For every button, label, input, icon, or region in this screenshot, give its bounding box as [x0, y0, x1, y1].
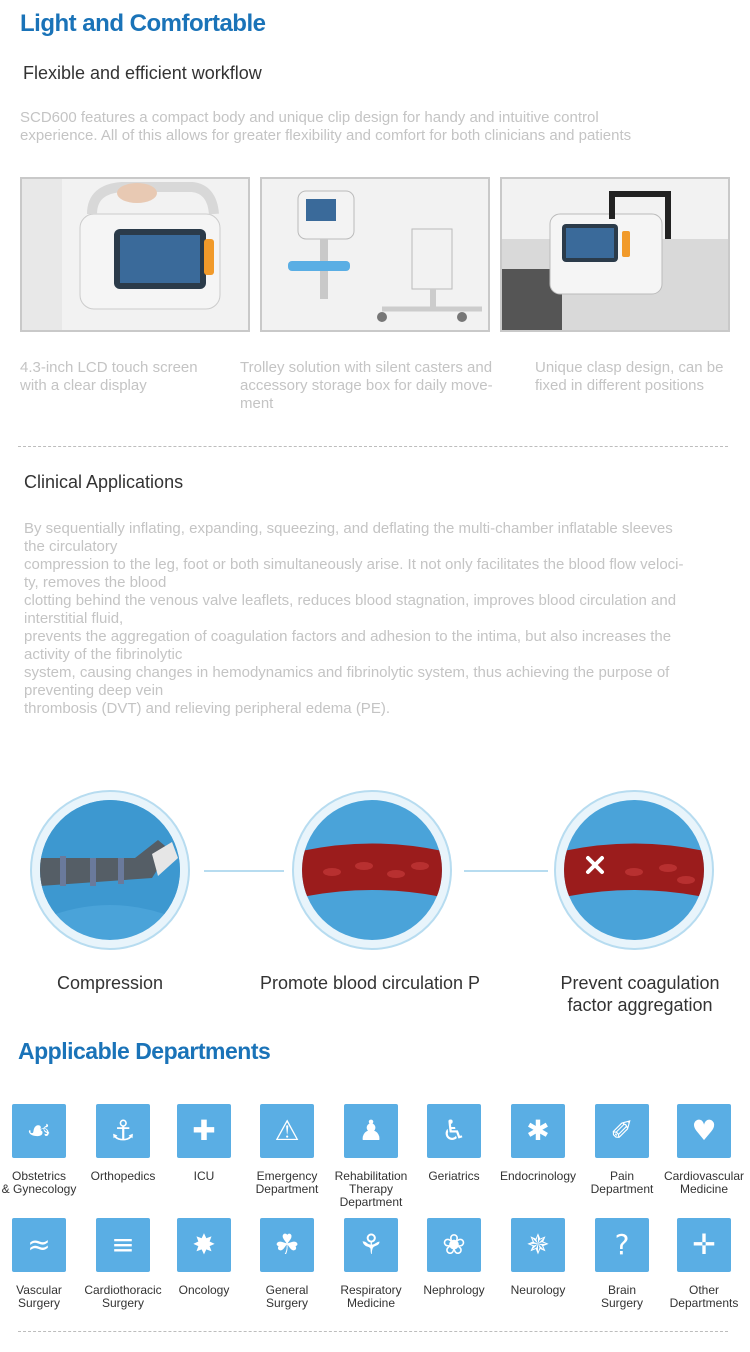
- hospital-bed-icon: ✚: [177, 1104, 231, 1158]
- department-item: [329, 1104, 413, 1209]
- department-item: [81, 1104, 165, 1183]
- section-subtitle: Flexible and efficient workflow: [23, 63, 262, 83]
- department-label: Respiratory Medicine: [340, 1283, 402, 1310]
- department-item: [0, 1104, 81, 1196]
- department-item: [496, 1218, 580, 1297]
- department-label: Other Departments: [669, 1283, 739, 1310]
- feature-caption: Unique clasp design, can be fixed in different positions: [535, 359, 724, 394]
- department-item: [412, 1218, 496, 1297]
- bone-icon: ⚓: [96, 1104, 150, 1158]
- department-item: [329, 1218, 413, 1310]
- emergency-icon: ⚠: [260, 1104, 314, 1158]
- elderly-icon: ♿: [427, 1104, 481, 1158]
- department-label: ICU: [193, 1169, 215, 1183]
- connector-line: [204, 870, 284, 872]
- department-item: [0, 1218, 81, 1310]
- product-photo-trolley: [260, 177, 490, 332]
- connector-line: [464, 870, 548, 872]
- coagulation-illustration: [554, 790, 714, 950]
- department-label: Pain Department: [590, 1169, 654, 1196]
- vessel-icon: ≈: [12, 1218, 66, 1272]
- department-label: Nephrology: [423, 1283, 485, 1297]
- department-item: [662, 1218, 746, 1310]
- feature-caption: 4.3-inch LCD touch screen with a clear display: [20, 359, 198, 394]
- kidney-icon: ❀: [427, 1218, 481, 1272]
- blood-circulation-illustration: [292, 790, 452, 950]
- intro-text: SCD600 features a compact body and unique clip design for handy and intuitive control experience. All of this allows for greater flexibility and comfort for both clinicians and patients: [20, 109, 632, 144]
- department-item: [162, 1104, 246, 1183]
- department-item: [496, 1104, 580, 1183]
- department-item: [81, 1218, 165, 1310]
- clinical-title: Clinical Applications: [24, 472, 184, 492]
- department-label: Cardiovascular Medicine: [663, 1169, 745, 1196]
- obstetrics-icon: ☙: [12, 1104, 66, 1158]
- cell-icon: ✸: [177, 1218, 231, 1272]
- department-label: Neurology: [510, 1283, 566, 1297]
- divider: [18, 1331, 728, 1332]
- ribcage-icon: ≡: [96, 1218, 150, 1272]
- department-item: [162, 1218, 246, 1297]
- lungs-icon: ⚘: [344, 1218, 398, 1272]
- department-label: Brain Surgery: [600, 1283, 644, 1310]
- massage-icon: ♟: [344, 1104, 398, 1158]
- department-label: Orthopedics: [90, 1169, 156, 1183]
- page-title: Light and Comfortable: [20, 10, 266, 37]
- heart-icon: ♥: [677, 1104, 731, 1158]
- departments-title: Applicable Departments: [18, 1038, 271, 1064]
- department-item: [580, 1104, 664, 1196]
- department-label: Geriatrics: [428, 1169, 480, 1183]
- product-photo-lcd: [20, 177, 250, 332]
- step-label: Prevent coagulation factor aggregation: [560, 973, 720, 1015]
- department-item: [662, 1104, 746, 1196]
- syringe-icon: ✐: [595, 1104, 649, 1158]
- department-label: Cardiothoracic Surgery: [84, 1283, 162, 1310]
- stomach-icon: ☘: [260, 1218, 314, 1272]
- department-label: General Surgery: [265, 1283, 309, 1310]
- molecule-icon: ✱: [511, 1104, 565, 1158]
- brain-head-icon: ✵: [511, 1218, 565, 1272]
- department-label: Endocrinology: [499, 1169, 577, 1183]
- department-item: [580, 1218, 664, 1310]
- compression-illustration: [30, 790, 190, 950]
- department-item: [245, 1218, 329, 1310]
- feature-caption: Trolley solution with silent casters and accessory storage box for daily move- ment: [240, 359, 493, 412]
- product-photo-clasp: [500, 177, 730, 332]
- head-question-icon: ?: [595, 1218, 649, 1272]
- step-label: Promote blood circulation P: [259, 973, 481, 993]
- department-item: [245, 1104, 329, 1196]
- clinical-paragraph: By sequentially inflating, expanding, squeezing, and deflating the multi-chamber inflatable sleeves the circulatory compression to the leg, foot or both simultaneously arise. It not only facilitates the blood flow veloci- ty, removes the blood clotting behind the venous valve leaflets, reduces blood stagnation, improves blood circulation and interstitial fluid, prevents the aggregation of coagulation factors and adhesion to the intima, but also increases the activity of the fibrinolytic system, causing changes in hemodynamics and fibrinolytic system, thus achieving the purpose of preventing deep vein thrombosis (DVT) and relieving peripheral edema (PE).: [24, 520, 684, 717]
- step-label: Compression: [56, 973, 164, 993]
- divider: [18, 446, 728, 447]
- department-label: Emergency Department: [255, 1169, 319, 1196]
- department-label: Rehabilitation Therapy Department: [334, 1169, 408, 1209]
- department-label: Oncology: [178, 1283, 230, 1297]
- department-label: Obstetrics & Gynecology: [1, 1169, 77, 1196]
- department-label: Vascular Surgery: [16, 1283, 62, 1310]
- department-item: [412, 1104, 496, 1183]
- medical-kit-icon: ✛: [677, 1218, 731, 1272]
